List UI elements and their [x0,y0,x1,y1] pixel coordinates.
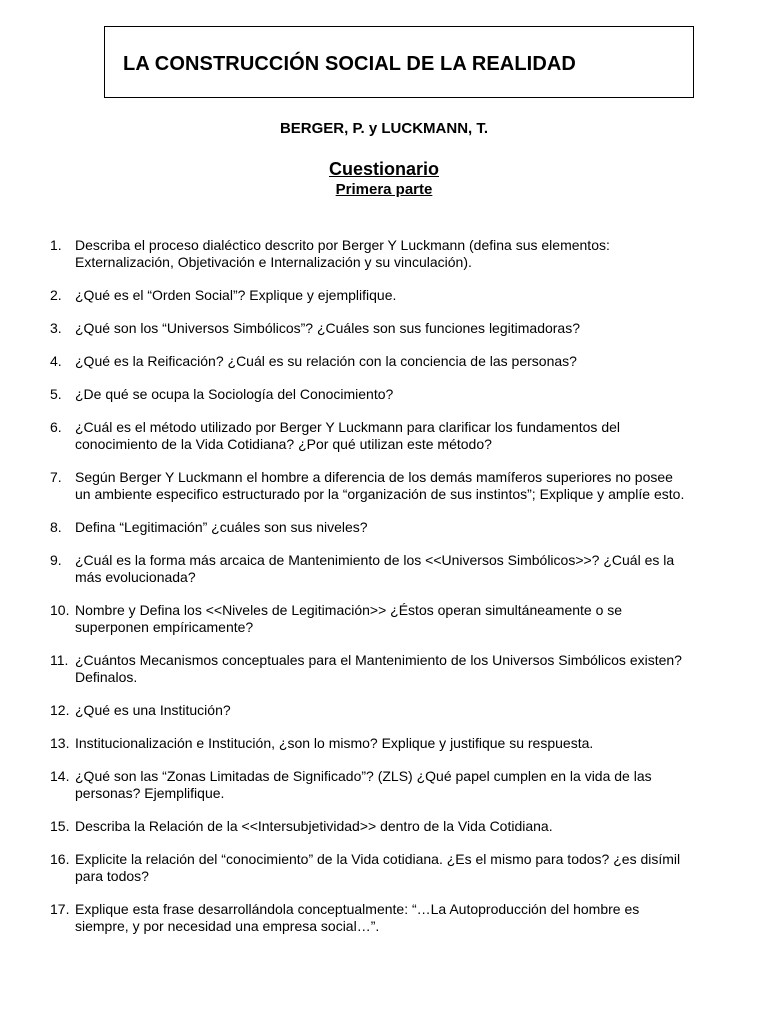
question-item [50,652,690,686]
question-number: 17. [50,901,70,917]
question-number: 11. [50,652,69,668]
question-item [50,353,690,370]
question-item [50,901,690,935]
question-item [50,287,690,304]
question-item [50,735,690,752]
question-text: ¿Qué son las “Zonas Limitadas de Significado”? (ZLS) ¿Qué papel cumplen en la vida de las personas? Ejemplifique. [75,768,652,801]
question-number: 8. [50,519,62,535]
question-number: 3. [50,320,62,336]
question-item [50,519,690,536]
question-number: 1. [50,237,62,253]
question-number: 7. [50,469,62,485]
question-item [50,768,690,802]
question-number: 14. [50,768,70,784]
authors-line: BERGER, P. y LUCKMANN, T. [279,120,489,137]
question-text: Defina “Legitimación” ¿cuáles son sus niveles? [75,519,368,535]
question-number: 12. [50,702,70,718]
question-number: 4. [50,353,62,369]
question-item [50,237,690,271]
question-item [50,552,690,586]
question-item [50,851,690,885]
question-text: Describa la Relación de la <<Intersubjetividad>> dentro de la Vida Cotidiana. [75,818,553,834]
question-list [50,237,690,951]
document-title: LA CONSTRUCCIÓN SOCIAL DE LA REALIDAD [123,53,576,75]
question-text: Institucionalización e Institución, ¿son lo mismo? Explique y justifique su respuesta. [75,735,594,751]
question-item [50,320,690,337]
question-text: ¿Qué es la Reificación? ¿Cuál es su relación con la conciencia de las personas? [75,353,577,369]
questionnaire-subheading: Primera parte [335,181,433,198]
question-item [50,818,690,835]
question-item [50,702,690,719]
question-text: Explicite la relación del “conocimiento” de la Vida cotidiana. ¿Es el mismo para todos? ¿es disímil para todos? [75,851,681,884]
question-number: 9. [50,552,62,568]
question-text: ¿Qué es el “Orden Social”? Explique y ejemplifique. [75,287,397,303]
question-item [50,602,690,636]
question-number: 15. [50,818,70,834]
question-text: ¿Cuántos Mecanismos conceptuales para el Mantenimiento de los Universos Simbólicos existen? Definalos. [75,652,682,685]
question-item [50,419,690,453]
question-text: ¿Cuál es el método utilizado por Berger Y Luckmann para clarificar los fundamentos del conocimiento de la Vida Cotidiana? ¿Por qué utilizan este método? [75,419,620,452]
question-number: 2. [50,287,62,303]
title-box [104,26,694,98]
question-number: 13. [50,735,70,751]
question-text: ¿Cuál es la forma más arcaica de Mantenimiento de los <<Universos Simbólicos>>? ¿Cuál es la más evolucionada? [75,552,675,585]
question-text: ¿Qué es una Institución? [75,702,231,718]
question-text: ¿Qué son los “Universos Simbólicos”? ¿Cuáles son sus funciones legitimadoras? [75,320,580,336]
question-item [50,469,690,503]
question-number: 6. [50,419,62,435]
question-text: ¿De qué se ocupa la Sociología del Conocimiento? [75,386,394,402]
question-item [50,386,690,403]
question-text: Según Berger Y Luckmann el hombre a diferencia de los demás mamíferos superiores no posee un ambiente especifico estructurado por la “organización de sus instintos”; Explique y amplíe esto. [75,469,685,502]
question-number: 16. [50,851,70,867]
question-text: Describa el proceso dialéctico descrito por Berger Y Luckmann (defina sus elementos: Externalización, Objetivación e Internalización y su vinculación). [75,237,610,270]
question-text: Nombre y Defina los <<Niveles de Legitimación>> ¿Éstos operan simultáneamente o se superponen empíricamente? [75,602,623,635]
question-number: 5. [50,386,62,402]
questionnaire-heading: Cuestionario [328,159,439,179]
question-text: Explique esta frase desarrollándola conceptualmente: “…La Autoproducción del hombre es siempre, y por necesidad una empresa social…”. [75,901,640,934]
question-number: 10. [50,602,70,618]
